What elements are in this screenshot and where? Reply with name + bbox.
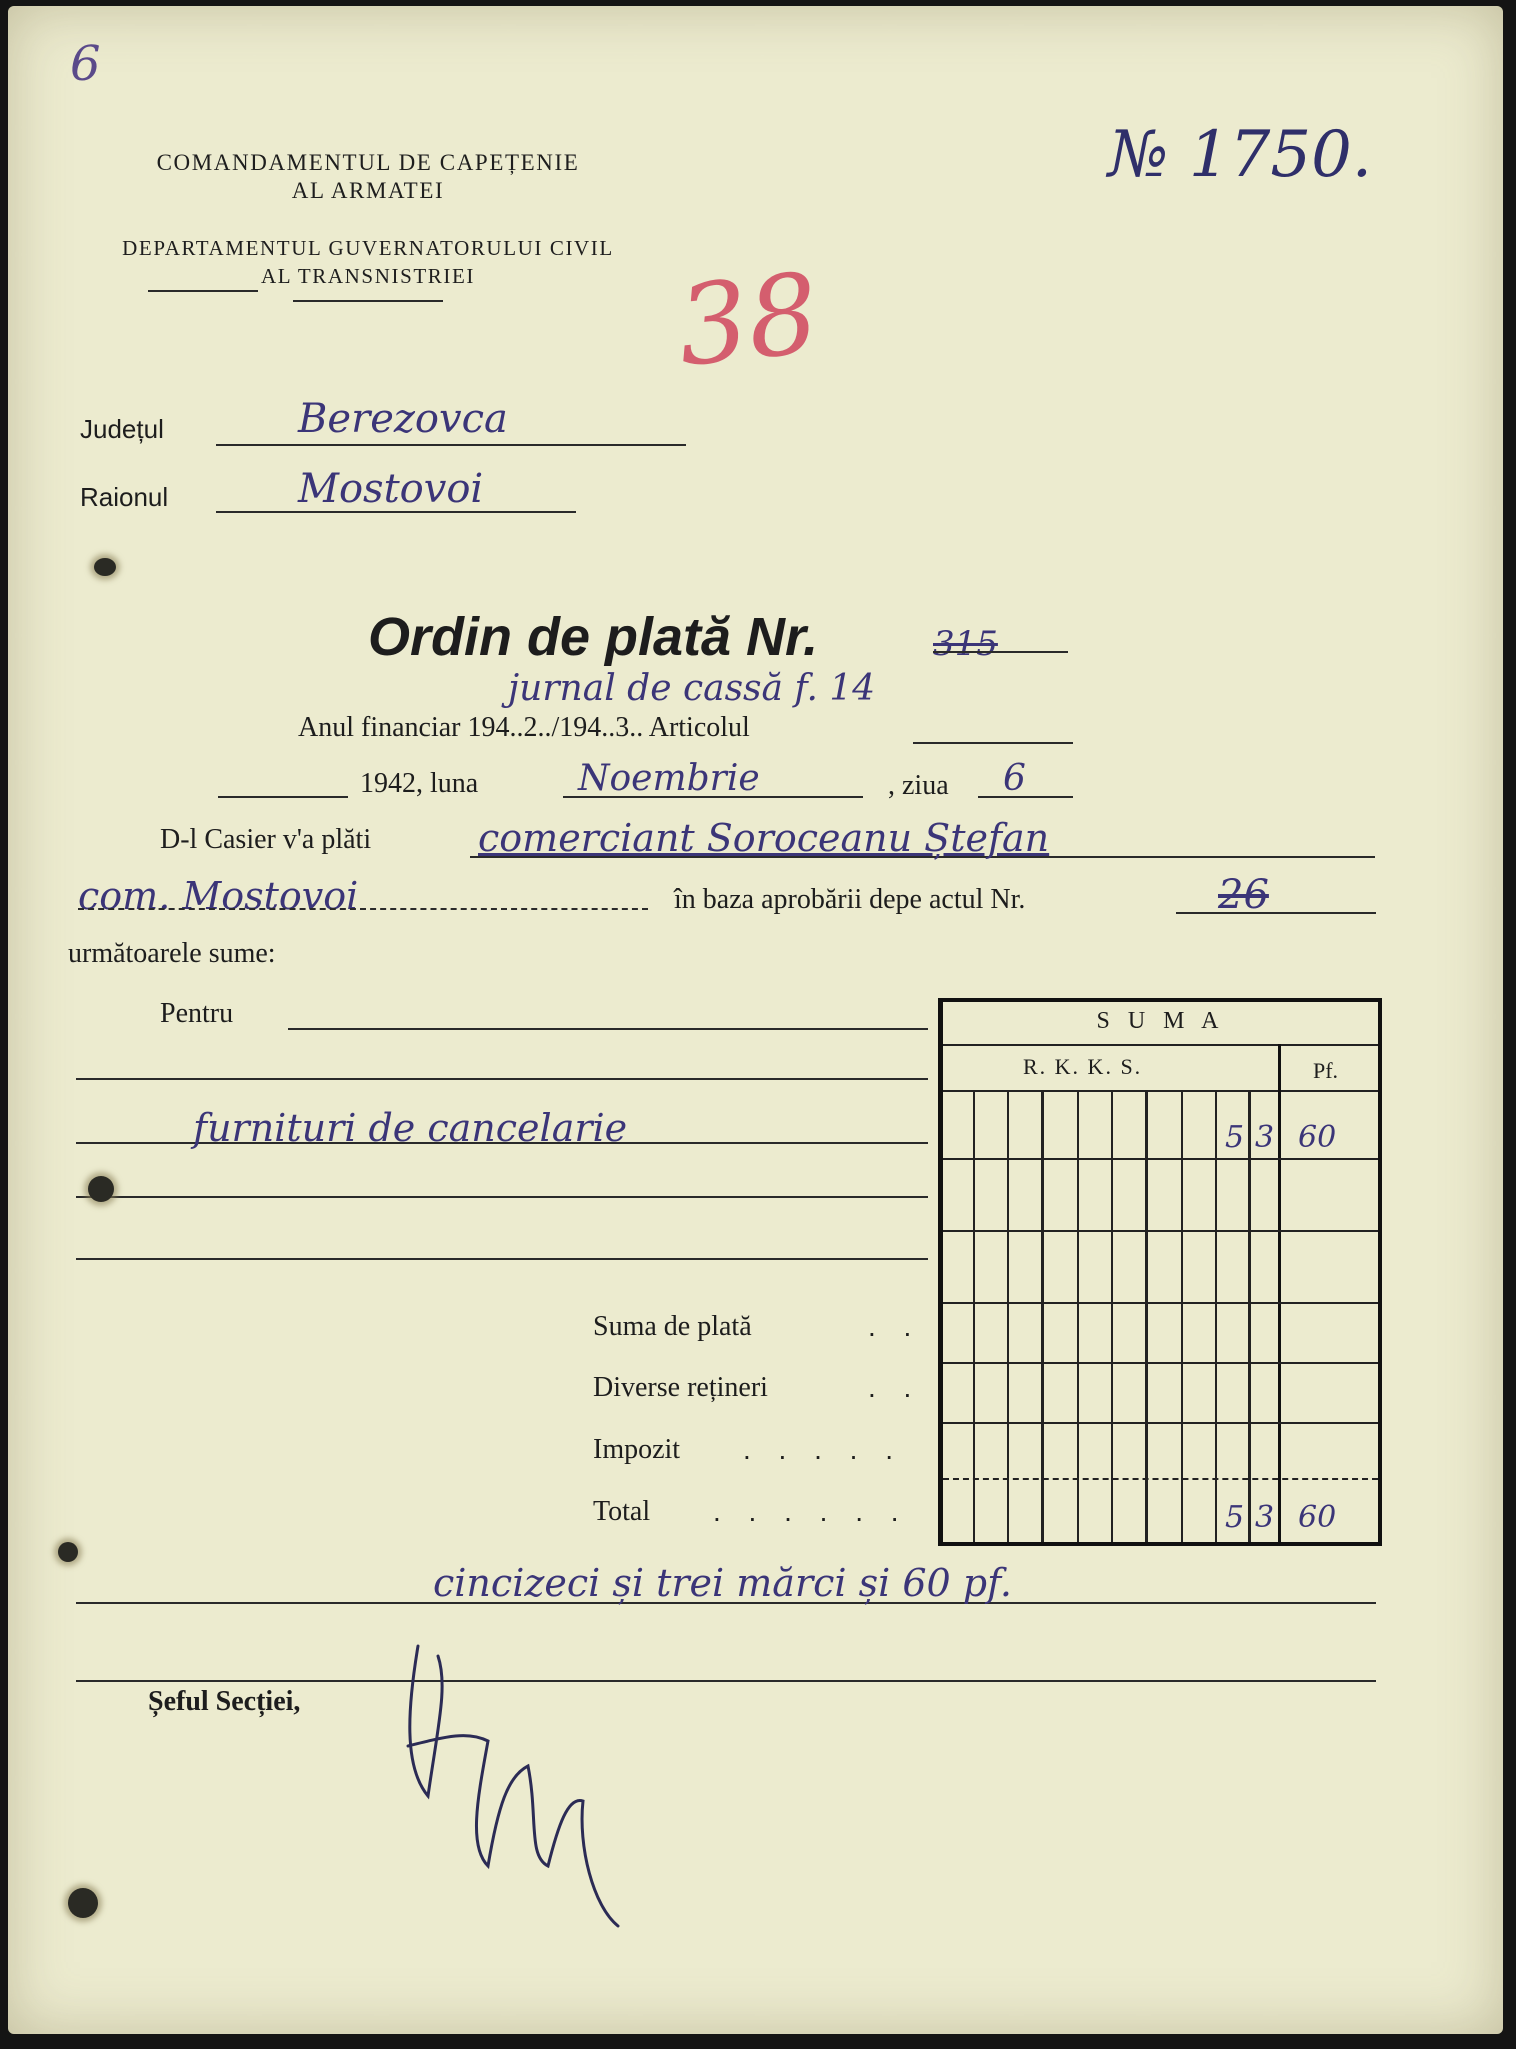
handwritten-signature xyxy=(378,1626,638,1946)
header-line-4: AL TRANSNISTRIEI xyxy=(260,264,475,288)
judet-value: Berezovca xyxy=(298,396,508,442)
pentru-line-2 xyxy=(76,1078,928,1080)
row-line xyxy=(943,1362,1378,1364)
dot-leader: . . xyxy=(868,1372,922,1403)
retineri-label: Diverse rețineri xyxy=(593,1372,768,1403)
sum-table-header-divider xyxy=(943,1044,1378,1046)
order-number: 315 xyxy=(933,624,998,664)
punch-hole xyxy=(58,1542,78,1562)
total-value-3: 60 xyxy=(1298,1500,1337,1535)
dot-leader: . . . . . . xyxy=(713,1496,909,1527)
document-number: № 1750. xyxy=(1108,118,1373,192)
total-value-2: 3 xyxy=(1255,1500,1275,1535)
pf-label: Pf. xyxy=(1313,1058,1339,1083)
punch-hole xyxy=(94,558,116,576)
row-line xyxy=(943,1302,1378,1304)
stamp-number: 38 xyxy=(671,249,825,391)
approval-label: în baza aprobării depe actul Nr. xyxy=(674,884,1026,915)
day-value: 6 xyxy=(1003,758,1026,799)
day-label: , ziua xyxy=(888,770,949,801)
row-line xyxy=(943,1230,1378,1232)
row1-value-2: 3 xyxy=(1255,1120,1275,1155)
approval-number: 26 xyxy=(1218,872,1269,918)
corner-number: 6 xyxy=(70,36,101,92)
approval-line xyxy=(1176,912,1376,914)
sum-table xyxy=(938,998,1382,1546)
impozit-label: Impozit xyxy=(593,1434,681,1465)
fiscal-year-label: Anul financiar 194..2../194..3.. Articolul xyxy=(298,712,750,743)
order-title: Ordin de plată Nr. xyxy=(368,607,819,667)
amount-words-line-2 xyxy=(76,1680,1376,1682)
pentru-line-1 xyxy=(288,1028,928,1030)
header-underline-left xyxy=(148,290,258,292)
punch-hole xyxy=(68,1888,98,1918)
raion-value: Mostovoi xyxy=(298,466,484,512)
following-sums-label: următoarele sume: xyxy=(68,938,276,969)
row-line xyxy=(943,1422,1378,1424)
punch-hole xyxy=(88,1176,114,1202)
judet-label: Județul xyxy=(80,414,164,444)
journal-note: jurnal de cassă f. 14 xyxy=(508,668,876,709)
article-line xyxy=(913,742,1073,744)
pf-column-divider xyxy=(1278,1044,1281,1542)
row1-value-1: 5 xyxy=(1225,1120,1245,1155)
signature-label: Șeful Secției, xyxy=(148,1686,301,1717)
payee-place-line xyxy=(78,908,648,910)
date-month: Noembrie xyxy=(578,758,760,799)
total-value-1: 5 xyxy=(1225,1500,1245,1535)
raion-label: Raionul xyxy=(80,482,169,512)
pentru-label: Pentru xyxy=(160,998,234,1029)
date-year-label: 1942, luna xyxy=(360,768,479,799)
suma-label: Suma de plată xyxy=(593,1311,752,1342)
header-line-3: DEPARTAMENTUL GUVERNATORULUI CIVIL xyxy=(122,236,614,260)
row-line xyxy=(943,1478,1378,1480)
header-line-1: COMANDAMENTUL DE CAPEȚENIE xyxy=(156,150,580,175)
currency-label: R. K. K. S. xyxy=(1023,1054,1143,1079)
row-line xyxy=(943,1158,1378,1160)
total-label: Total xyxy=(593,1496,651,1527)
order-number-line xyxy=(933,651,1068,653)
dot-leader: . . xyxy=(868,1311,922,1342)
payee-name: comerciant Soroceanu Ștefan xyxy=(478,816,1050,860)
header-underline-right xyxy=(293,300,443,302)
dot-leader: . . . . . xyxy=(743,1434,904,1465)
pentru-value: furnituri de cancelarie xyxy=(193,1106,628,1150)
payee-place: com. Mostovoi xyxy=(78,874,359,918)
sum-table-header: S U M A xyxy=(1096,1008,1225,1034)
payment-order-document xyxy=(8,6,1503,2034)
header-line-2: AL ARMATEI xyxy=(291,178,445,203)
pentru-line-4 xyxy=(76,1196,928,1198)
row1-value-3: 60 xyxy=(1298,1120,1337,1155)
date-line-left xyxy=(218,796,348,798)
amount-in-words: cincizeci și trei mărci și 60 pf. xyxy=(433,1561,1012,1605)
judet-line xyxy=(216,444,686,446)
pentru-line-5 xyxy=(76,1258,928,1260)
cashier-label: D-l Casier v'a plăti xyxy=(160,824,372,855)
